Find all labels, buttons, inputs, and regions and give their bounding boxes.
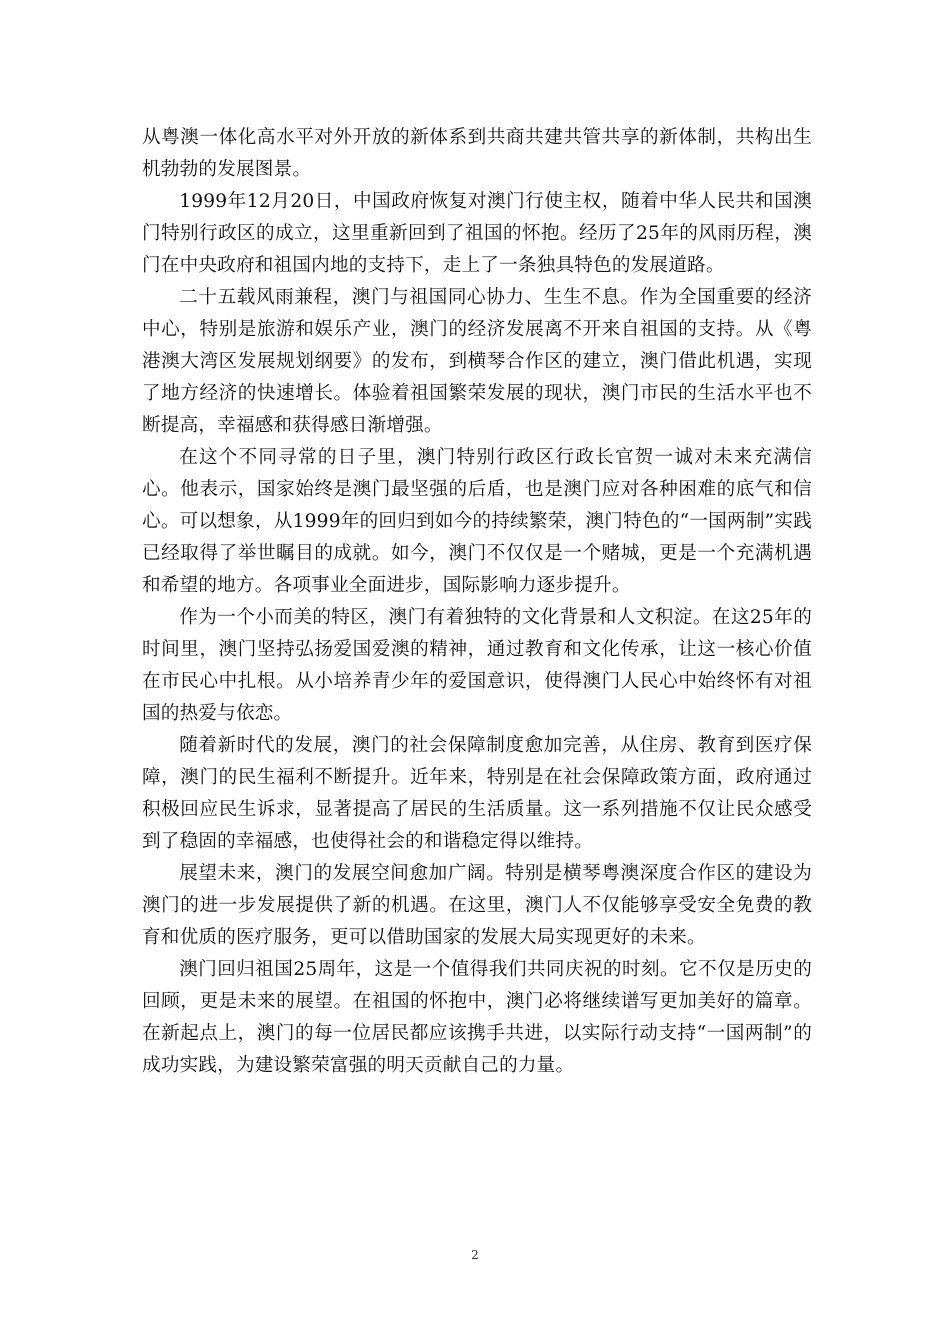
- paragraph-25-years-economy: 二十五载风雨兼程，澳门与祖国同心协力、生生不息。作为全国重要的经济中心，特别是旅游和娱乐产业，澳门的经济发展离不开来自祖国的支持。从《粤港澳大湾区发展规划纲要》的发布，到横琴合作区的建立，澳门借此机遇，实现了地方经济的快速增长。体验着祖国繁荣发展的现状，澳门市民的生活水平也不断提高，幸福感和获得感日渐增强。: [142, 287, 812, 436]
- paragraph-continuation: 从粤澳一体化高水平对外开放的新体系到共商共建共管共享的新体制，共构出生机勃勃的发展图景。: [142, 127, 812, 180]
- paragraph-social-security: 随着新时代的发展，澳门的社会保障制度愈加完善，从住房、教育到医疗保障，澳门的民生福利不断提升。近年来，特别是在社会保障政策方面，政府通过积极回应民生诉求，显著提高了居民的生活质量。这一系列措施不仅让民众感受到了稳固的幸福感，也使得社会的和谐稳定得以维持。: [142, 735, 812, 852]
- paragraph-conclusion: 澳门回归祖国25周年，这是一个值得我们共同庆祝的时刻。它不仅是历史的回顾，更是未来的展望。在祖国的怀抱中，澳门必将继续谱写更加美好的篇章。在新起点上，澳门的每一位居民都应该携手共进，以实际行动支持“一国两制”的成功实践，为建设繁荣富强的明天贡献自己的力量。: [142, 959, 812, 1076]
- page-number: 2: [471, 1248, 479, 1262]
- paragraph-future-hengqin: 展望未来，澳门的发展空间愈加广阔。特别是横琴粤澳深度合作区的建设为澳门的进一步发展提供了新的机遇。在这里，澳门人不仅能够享受安全免费的教育和优质的医疗服务，更可以借助国家的发展大局实现更好的未来。: [142, 863, 812, 948]
- paragraph-handover-1999: 1999年12月20日，中国政府恢复对澳门行使主权，随着中华人民共和国澳门特别行政区的成立，这里重新回到了祖国的怀抱。经历了25年的风雨历程，澳门在中央政府和祖国内地的支持下，走上了一条独具特色的发展道路。: [142, 191, 812, 276]
- document-body: [142, 122, 812, 1082]
- paragraph-chief-executive: 在这个不同寻常的日子里，澳门特别行政区行政长官贺一诚对未来充满信心。他表示，国家始终是澳门最坚强的后盾，也是澳门应对各种困难的底气和信心。可以想象，从1999年的回归到如今的持续繁荣，澳门特色的“一国两制”实践已经取得了举世瞩目的成就。如今，澳门不仅仅是一个赌城，更是一个充满机遇和希望的地方。各项事业全面进步，国际影响力逐步提升。: [142, 447, 812, 596]
- paragraph-culture-patriotism: 作为一个小而美的特区，澳门有着独特的文化背景和人文积淀。在这25年的时间里，澳门坚持弘扬爱国爱澳的精神，通过教育和文化传承，让这一核心价值在市民心中扎根。从小培养青少年的爱国意识，使得澳门人民心中始终怀有对祖国的热爱与依恋。: [142, 607, 812, 724]
